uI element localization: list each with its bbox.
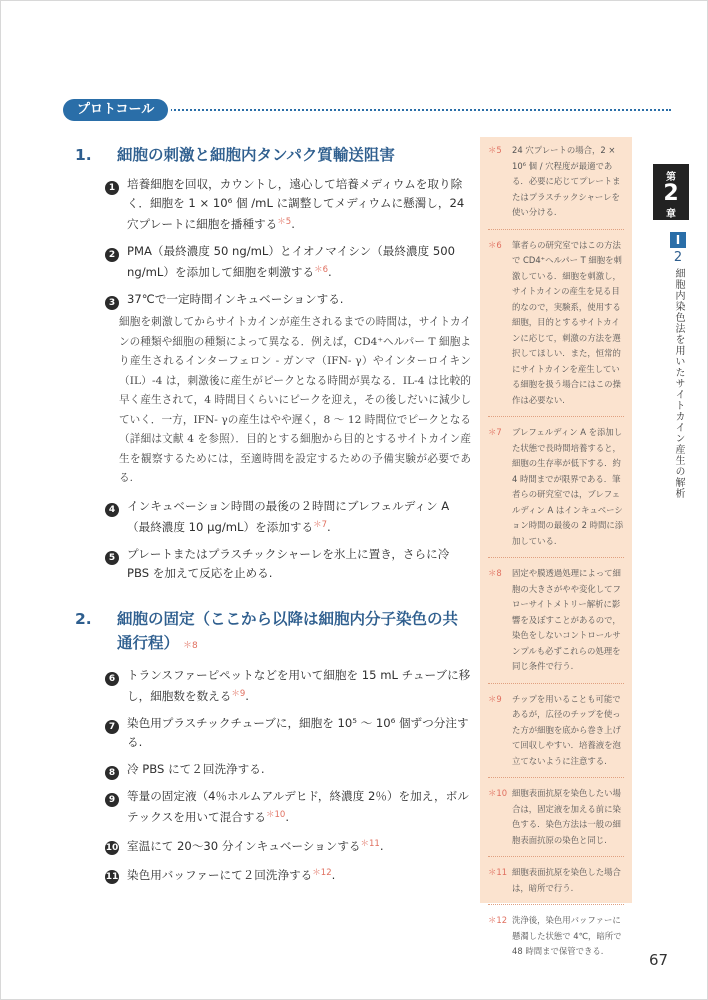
note-marker: ＊7 bbox=[488, 427, 502, 437]
step-number: 1 bbox=[105, 181, 119, 195]
footnote-ref: ＊12 bbox=[312, 867, 332, 878]
note-marker: ＊10 bbox=[488, 788, 508, 798]
step-text bbox=[127, 666, 471, 706]
section-title-text bbox=[117, 607, 471, 658]
note-divider bbox=[488, 683, 624, 684]
step-number: 6 bbox=[105, 672, 119, 686]
step-number: 10 bbox=[105, 842, 119, 853]
note-text: ブレフェルディン A を添加した状態で長時間培養すると，細胞の生存率が低下する．約 4 時間までが限界である．筆者らの研究室では，ブレフェルディン A はインキュベーション時間の最後の 2 時間に添加している. bbox=[512, 427, 624, 546]
step-body: トランスファーピペットなどを用いて細胞を 15 mL チューブに移し，細胞数を数える bbox=[127, 667, 471, 703]
step-text bbox=[127, 242, 471, 282]
step-body: プレートまたはプラスチックシャーレを氷上に置き，さらに冷 PBS を加えて反応を止める. bbox=[127, 546, 450, 580]
step-number-icon bbox=[105, 866, 123, 880]
section-number: 1. bbox=[75, 146, 92, 164]
step-detail: 細胞を刺激してからサイトカインが産生されるまでの時間は，サイトカインの種類や細胞の種類によって異なる．例えば，CD4⁺ヘルパー T 細胞より産生されるインターフェロン - ガンマ（IFN- γ）やインターロイキン（IL）-4 は，刺激後に産生がピークとなる時間が異なる．IL-4 は比較的早く産生されて，4 時間目くらいにピークを迎え，その後しだいに減少していく．一方，IFN- γの産生はやや遅く，8 ～ 12 時間位でピークとなる（詳細は文献 4 を参照）．目的とする細胞から目的とするサイトカイン産生を観察するためには，至適時間を設定するための予備実験が必要である. bbox=[119, 316, 471, 484]
step-number: 9 bbox=[105, 793, 119, 807]
note-divider bbox=[488, 904, 624, 905]
protocol-step bbox=[75, 835, 471, 856]
chapter-tab bbox=[653, 164, 689, 220]
step-number-icon bbox=[105, 789, 123, 803]
step-number: 4 bbox=[105, 503, 119, 517]
step-text bbox=[127, 760, 471, 779]
section-title-text bbox=[117, 143, 471, 167]
chapter-suffix: 章 bbox=[666, 209, 676, 220]
side-note bbox=[488, 425, 624, 549]
note-text: 細胞表面抗原を染色したい場合は，固定液を加える前に染色する．染色方法は一般の細胞表面抗原の染色と同じ. bbox=[512, 788, 621, 845]
footnote-ref: ＊7 bbox=[313, 519, 327, 530]
section bbox=[75, 143, 471, 583]
protocol-step bbox=[75, 864, 471, 885]
step-text bbox=[127, 497, 471, 537]
section-title bbox=[75, 607, 471, 658]
step-tail: . bbox=[331, 867, 336, 882]
step-body: 冷 PBS にて２回洗浄する. bbox=[127, 761, 265, 776]
step-body: 培養細胞を回収，カウントし，遠心して培養メディウムを取り除く．細胞を 1 × 10⁶ 個 /mL に調整してメディウムに懸濁し，24 穴プレートに細胞を播種する bbox=[127, 177, 465, 231]
section-title-label: 細胞の刺激と細胞内タンパク質輸送阻害 bbox=[117, 146, 395, 164]
side-note bbox=[488, 238, 624, 409]
note-divider bbox=[488, 856, 624, 857]
step-text bbox=[127, 714, 471, 752]
section-footnote-ref: ＊8 bbox=[183, 640, 198, 651]
protocol-label: プロトコール bbox=[63, 99, 168, 121]
protocol-step bbox=[75, 545, 471, 583]
step-number: 2 bbox=[105, 248, 119, 262]
side-note bbox=[488, 865, 624, 896]
note-divider bbox=[488, 557, 624, 558]
section bbox=[75, 607, 471, 885]
step-tail: . bbox=[326, 519, 331, 534]
step-number: 3 bbox=[105, 296, 119, 310]
note-text: 筆者らの研究室ではこの方法で CD4⁺ヘルパー T 細胞を刺激している．細胞を刺激し，サイトカインの産生を見る目的なので，実験系，使用する細胞，目的とするサイトカインに応じて，刺激の方法を選択してほしい．また，恒常的にサイトカインを産生している細胞を扱う場合にはこの操作は必要ない. bbox=[512, 239, 622, 405]
footnote-ref: ＊11 bbox=[360, 838, 380, 849]
footnote-ref: ＊6 bbox=[314, 265, 329, 275]
page-number: 67 bbox=[649, 951, 669, 969]
step-tail: . bbox=[285, 809, 290, 824]
step-text bbox=[127, 175, 471, 234]
step-number: 11 bbox=[105, 871, 119, 882]
step-tail: . bbox=[328, 265, 332, 279]
note-marker: ＊11 bbox=[488, 867, 508, 877]
step-number-icon bbox=[105, 762, 123, 776]
main-column bbox=[75, 143, 471, 885]
protocol-step bbox=[75, 242, 471, 282]
footnote-ref: ＊10 bbox=[266, 809, 286, 820]
footnote-ref: ＊9 bbox=[231, 688, 246, 699]
step-tail: . bbox=[379, 838, 384, 853]
chapter-title: 細胞内染色法を用いたサイトカイン産生の解析 bbox=[673, 268, 684, 499]
side-note bbox=[488, 692, 624, 770]
note-text: 固定や膜透過処理によって細胞の大きさがやや変化してフローサイトメトリー解析に影響を及ぼすことがあるので，染色をしないコントロールサンプルも必ずこれらの処理を同じ条件で行う. bbox=[512, 568, 621, 671]
note-divider bbox=[488, 416, 624, 417]
note-marker: ＊9 bbox=[488, 693, 502, 704]
step-text bbox=[127, 787, 471, 827]
side-note bbox=[488, 786, 624, 848]
protocol-header bbox=[63, 99, 671, 121]
footnote-ref: ＊5 bbox=[277, 217, 292, 227]
section-title bbox=[75, 143, 471, 167]
protocol-step bbox=[75, 175, 471, 234]
protocol-step bbox=[75, 497, 471, 537]
step-body: 染色用バッファーにて２回洗浄する bbox=[127, 867, 313, 882]
step-tail: . bbox=[291, 217, 295, 231]
protocol-step bbox=[75, 290, 471, 309]
step-number-icon bbox=[105, 716, 123, 730]
side-note bbox=[488, 913, 624, 960]
step-text bbox=[127, 290, 471, 309]
note-text: 24 穴プレートの場合，2 × 10⁶ 個 / 穴程度が最適である．必要に応じてプレートまたはプラスチックシャーレを使い分ける. bbox=[512, 145, 621, 217]
step-text bbox=[127, 864, 471, 885]
note-marker: ＊5 bbox=[488, 145, 502, 155]
chapter-number: 2 bbox=[663, 181, 679, 206]
note-marker: ＊6 bbox=[488, 239, 502, 250]
chapter-prefix: 第 bbox=[666, 172, 676, 183]
part-number: 2 bbox=[673, 250, 683, 265]
step-body: 室温にて 20～30 分インキュベーションする bbox=[127, 838, 361, 853]
side-note bbox=[488, 566, 624, 675]
section-title-label: 細胞の固定（ここから以降は細胞内分子染色の共通行程） bbox=[117, 609, 459, 652]
step-number-icon bbox=[105, 292, 123, 306]
step-number-icon bbox=[105, 244, 123, 258]
note-divider bbox=[488, 229, 624, 230]
step-number-icon bbox=[105, 547, 123, 561]
protocol-step bbox=[75, 714, 471, 752]
note-text: チップを用いることも可能であるが，広径のチップを使った方が細胞を底から巻き上げて回収しやすい．培養液を泡立てないように注意する. bbox=[512, 693, 621, 766]
step-number: 8 bbox=[105, 766, 119, 780]
step-body: 37℃で一定時間インキュベーションする. bbox=[127, 292, 344, 306]
step-number-icon bbox=[105, 499, 123, 513]
step-number-icon bbox=[105, 837, 123, 851]
note-divider bbox=[488, 777, 624, 778]
step-body: PMA（最終濃度 50 ng/mL）とイオノマイシン（最終濃度 500 ng/mL）を添加して細胞を刺激する bbox=[127, 244, 455, 279]
step-text bbox=[127, 835, 471, 856]
side-note bbox=[488, 143, 624, 221]
note-marker: ＊12 bbox=[488, 915, 508, 925]
step-tail: . bbox=[245, 688, 249, 703]
step-number-icon bbox=[105, 668, 123, 682]
protocol-step bbox=[75, 666, 471, 706]
note-marker: ＊8 bbox=[488, 568, 502, 578]
step-body: インキュベーション時間の最後の２時間にブレフェルディン A（最終濃度 10 µg/mL）を添加する bbox=[127, 498, 450, 534]
step-number-icon bbox=[105, 177, 123, 191]
note-text: 細胞表面抗原を染色した場合は，暗所で行う. bbox=[512, 867, 621, 893]
step-text bbox=[127, 545, 471, 583]
protocol-step bbox=[75, 760, 471, 779]
part-label: I bbox=[670, 232, 686, 248]
step-body: 等量の固定液（4％ホルムアルデヒド，終濃度 2％）を加え，ボルテックスを用いて混合する bbox=[127, 788, 469, 824]
side-notes bbox=[480, 137, 632, 956]
section-number: 2. bbox=[75, 609, 92, 628]
step-number: 5 bbox=[105, 551, 119, 565]
step-body: 染色用プラスチックチューブに，細胞を 10⁵ ～ 10⁶ 個ずつ分注する. bbox=[127, 715, 469, 749]
step-number: 7 bbox=[105, 720, 119, 734]
protocol-step bbox=[75, 787, 471, 827]
note-text: 洗浄後，染色用バッファーに懸濁した状態で 4℃，暗所で 48 時間まで保管できる. bbox=[512, 915, 622, 956]
